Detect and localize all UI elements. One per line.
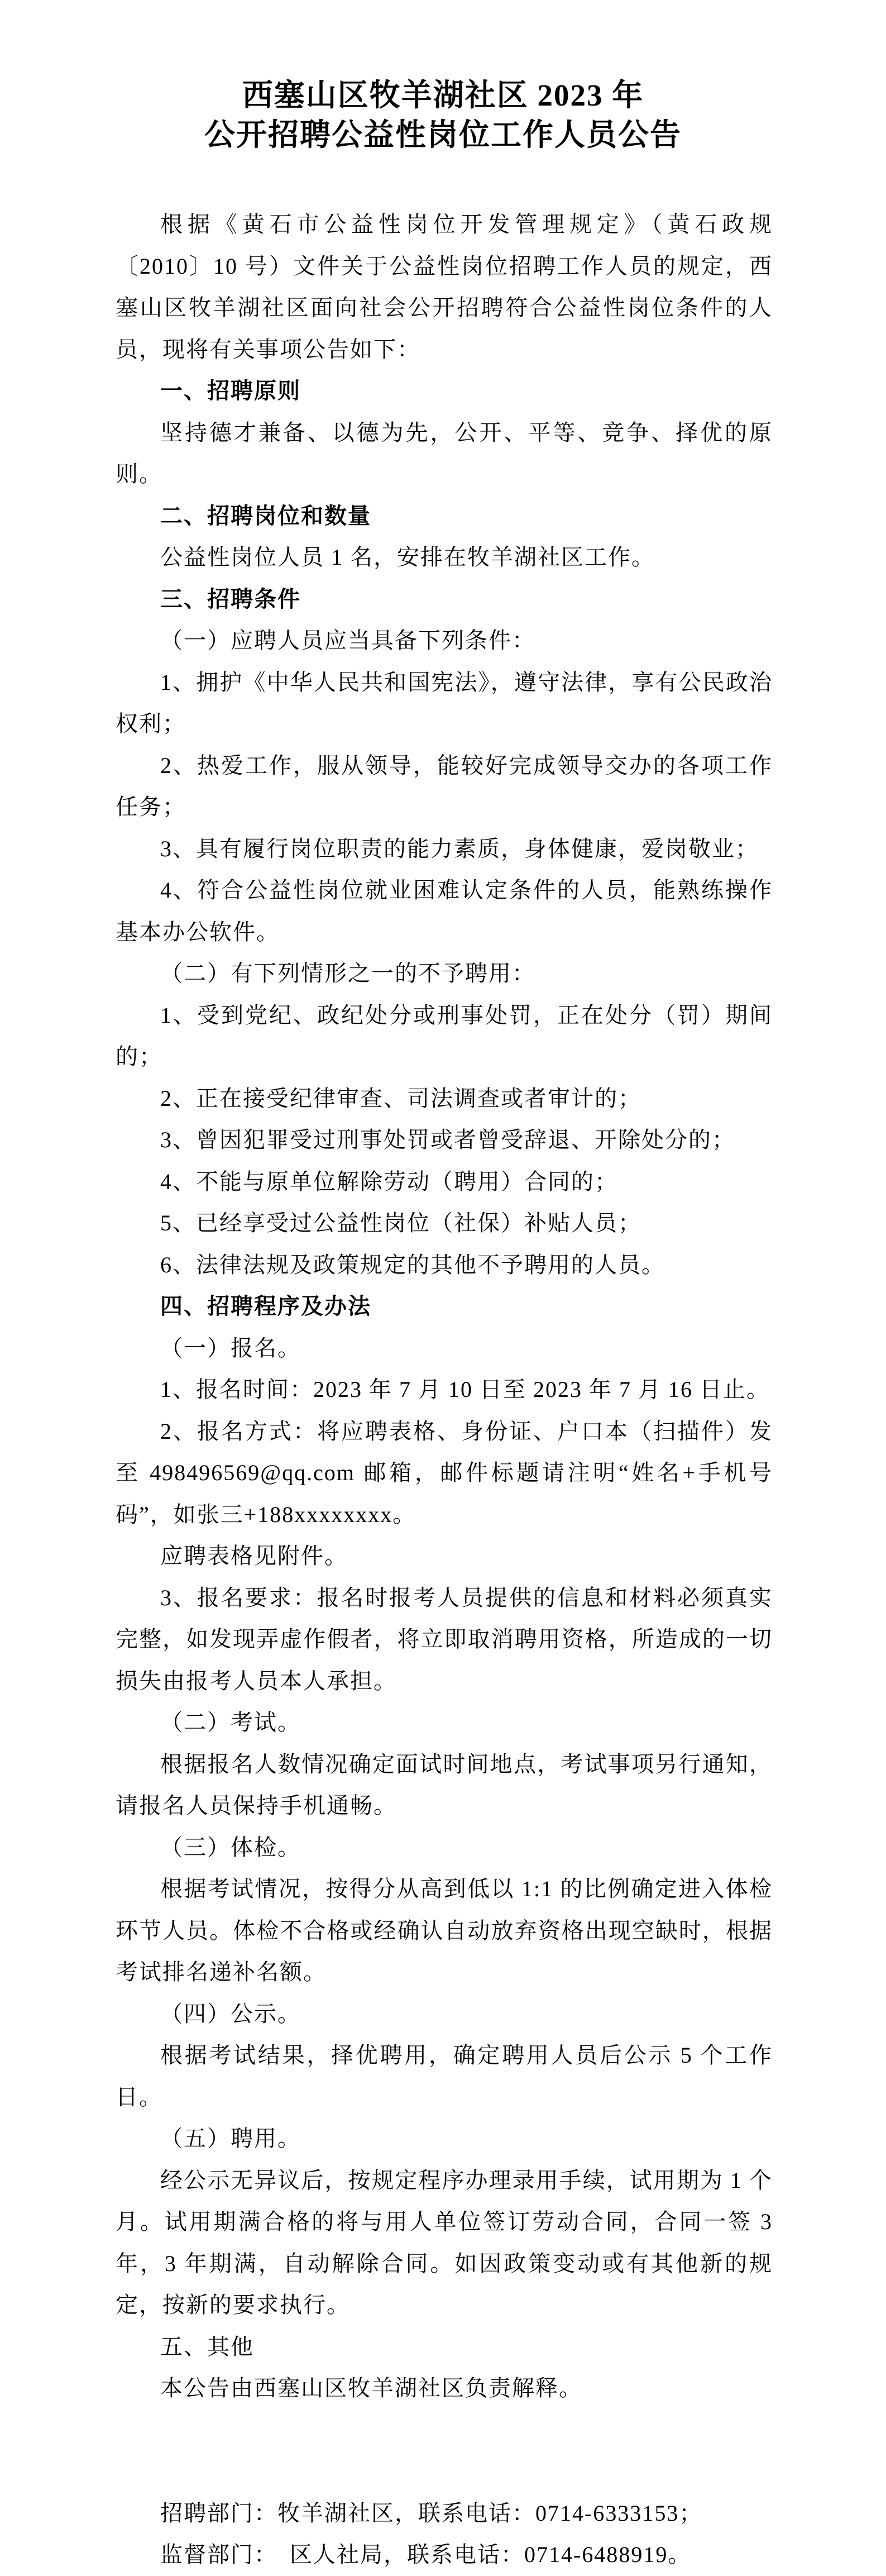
para-exam-title: （二）考试。 [160,1710,301,1735]
para-disqualification-6: 6、法律法规及政策规定的其他不予聘用的人员。 [160,1252,665,1277]
para-contact-supervise-dept: 监督部门： 区人社局，联系电话：0714-6488919。 [160,2542,692,2567]
para-disqualification-lead: （二）有下列情形之一的不予聘用： [160,961,535,986]
heading-others: 五、其他 [160,2334,254,2359]
heading-conditions: 三、招聘条件 [160,586,301,612]
para-disqualification-2: 2、正在接受纪律审查、司法调查或者审计的； [160,1085,641,1111]
para-signup-requirements: 3、报名要求：报名时报考人员提供的信息和材料必须真实完整，如发现弄虚作假者，将立即取消聘用资格，所造成的一切损失由报考人员本人承担。 [116,1585,773,1694]
para-intro: 根据《黄石市公益性岗位开发管理规定》（黄石政规〔2010〕10 号）文件关于公益性岗位招聘工作人员的规定，西塞山区牧羊湖社区面向社会公开招聘符合公益性岗位条件的人员，现将有关事项公告如下： [116,212,773,362]
para-disqualification-3: 3、曾因犯罪受过刑事处罚或者曾受辞退、开除处分的； [160,1127,735,1152]
document-title-line-2: 公开招聘公益性岗位工作人员公告 [204,118,682,152]
para-signup-method: 2、报名方式：将应聘表格、身份证、户口本（扫描件）发至 498496569@qq.com 邮箱，邮件标题请注明“姓名+手机号码”，如张三+188xxxxxxxx。 [116,1418,773,1527]
para-required-conditions-lead: （一）应聘人员应当具备下列条件： [160,628,535,653]
heading-recruitment-principles: 一、招聘原则 [160,378,301,403]
para-publicity-title: （四）公示。 [160,2001,301,2026]
para-required-condition-1: 1、拥护《中华人民共和国宪法》，遵守法律，享有公民政治权利； [116,669,773,736]
heading-positions-and-count: 二、招聘岗位和数量 [160,503,371,528]
para-principles: 坚持德才兼备、以德为先，公开、平等、竞争、择优的原则。 [116,419,773,486]
para-physical-detail: 根据考试情况，按得分从高到低以 1:1 的比例确定进入体检环节人员。体检不合格或经确认自动放弃资格出现空缺时，根据考试排名递补名额。 [116,1876,773,1985]
para-required-condition-4: 4、符合公益性岗位就业困难认定条件的人员，能熟练操作基本办公软件。 [116,877,773,944]
para-contact-recruit-dept: 招聘部门：牧羊湖社区，联系电话：0714-6333153； [160,2500,703,2526]
para-required-condition-3: 3、具有履行岗位职责的能力素质，身体健康，爱岗敬业； [160,836,759,861]
para-form-attachment: 应聘表格见附件。 [160,1543,348,1568]
para-positions-count: 公益性岗位人员 1 名，安排在牧羊湖社区工作。 [160,545,655,570]
document-header [0,0,886,155]
para-signup-title: （一）报名。 [160,1335,301,1361]
blank-gap [116,2410,773,2493]
heading-procedure: 四、招聘程序及办法 [160,1294,371,1319]
para-signup-time: 1、报名时间：2023 年 7 月 10 日至 2023 年 7 月 16 日止。 [160,1377,770,1402]
para-interpretation: 本公告由西塞山区牧羊湖社区负责解释。 [160,2375,582,2401]
document-title-line-1: 西塞山区牧羊湖社区 2023 年 [242,78,644,112]
para-disqualification-1: 1、受到党纪、政纪处分或刑事处罚，正在处分（罚）期间的； [116,1002,773,1069]
document-body [116,204,773,2576]
para-exam-detail: 根据报名人数情况确定面试时间地点，考试事项另行通知，请报名人员保持手机通畅。 [116,1751,773,1818]
para-physical-title: （三）体检。 [160,1834,301,1860]
para-publicity-detail: 根据考试结果，择优聘用，确定聘用人员后公示 5 个工作日。 [116,2043,773,2110]
para-disqualification-4: 4、不能与原单位解除劳动（聘用）合同的； [160,1168,618,1194]
para-hiring-detail: 经公示无异议后，按规定程序办理录用手续，试用期为 1 个月。试用期满合格的将与用人单位签订劳动合同，合同一签 3 年，3 年期满，自动解除合同。如因政策变动或有其他新的规定，按新的要求执行。 [116,2167,773,2317]
para-hiring-title: （五）聘用。 [160,2126,301,2151]
para-disqualification-5: 5、已经享受过公益性岗位（社保）补贴人员； [160,1210,641,1235]
para-required-condition-2: 2、热爱工作，服从领导，能较好完成领导交办的各项工作任务； [116,752,773,819]
